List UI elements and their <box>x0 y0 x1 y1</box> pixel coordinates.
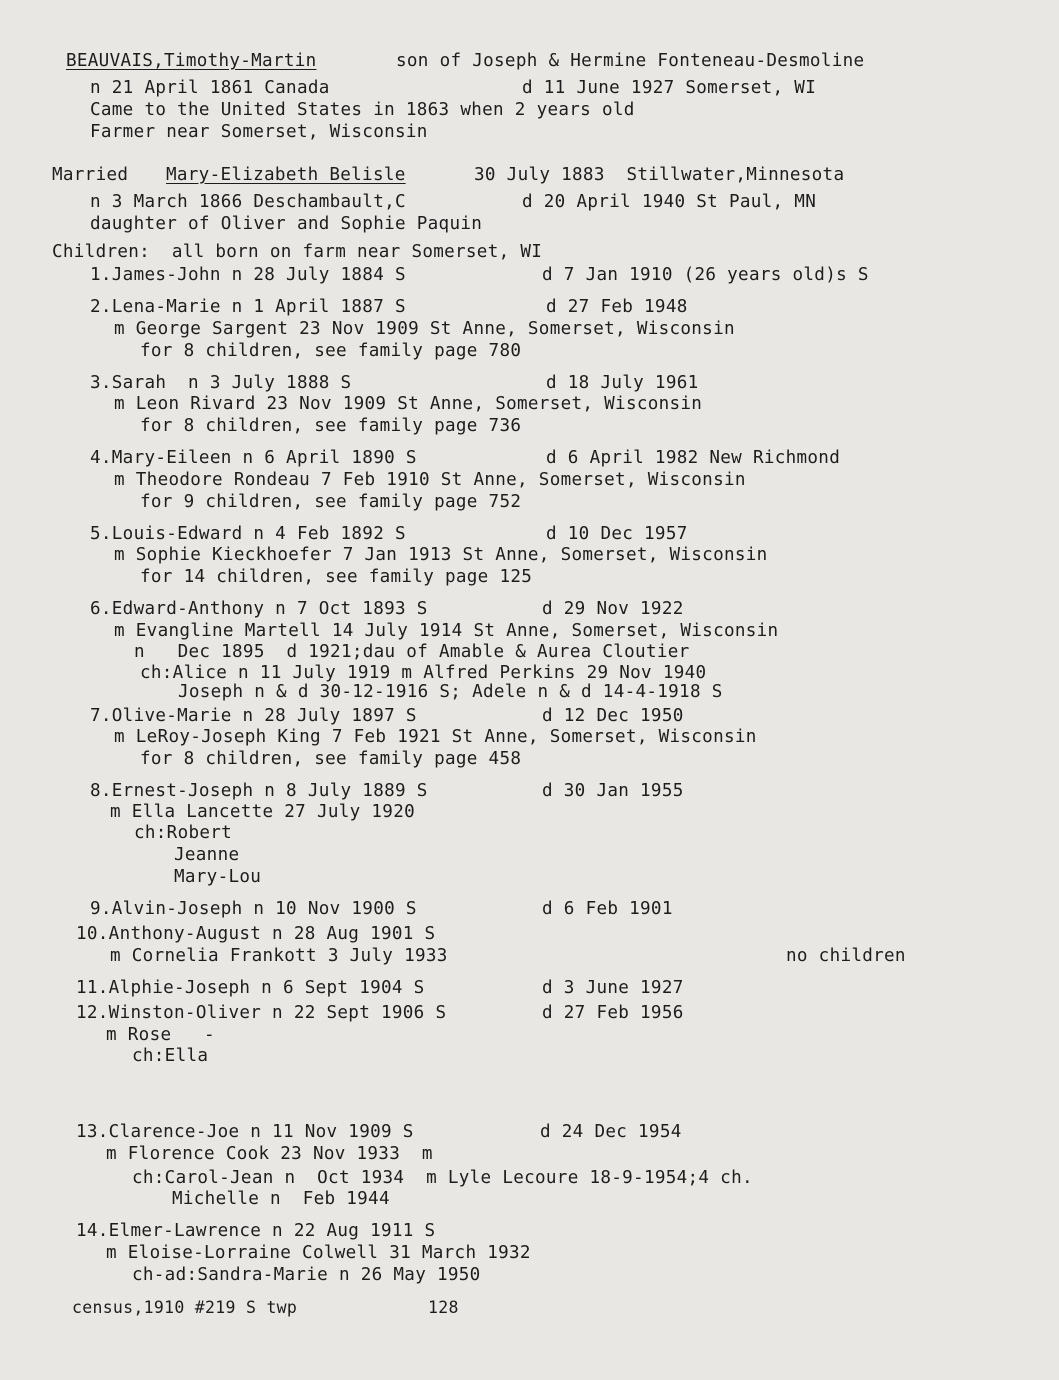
spouse-info: n Dec 1895 d 1921;dau of Amable & Aurea Cloutier <box>134 642 690 662</box>
children-heading: Children: all born on farm near Somerset, WI <box>52 242 543 262</box>
child-marriage: m Ella Lancette 27 July 1920 <box>110 802 415 822</box>
child-entry: 8.Ernest-Joseph n 8 July 1889 S <box>90 781 428 801</box>
grandchildren: Jeanne <box>174 845 240 865</box>
child-death: d 18 July 1961 <box>546 373 699 393</box>
child-marriage: m LeRoy-Joseph King 7 Feb 1921 St Anne, Somerset, Wisconsin <box>114 727 757 747</box>
subject-death: d 11 June 1927 Somerset, WI <box>522 78 817 98</box>
child-death: d 27 Feb 1948 <box>546 297 688 317</box>
subject-parents: son of Joseph & Hermine Fonteneau-Desmoline <box>396 51 865 71</box>
child-marriage: m Florence Cook 23 Nov 1933 m <box>106 1144 433 1164</box>
grandchildren: ch:Robert <box>134 823 233 843</box>
child-death: d 3 June 1927 <box>542 978 684 998</box>
marriage-details: 30 July 1883 Stillwater,Minnesota <box>474 165 845 185</box>
child-marriage: m Sophie Kieckhoefer 7 Jan 1913 St Anne, Somerset, Wisconsin <box>114 545 768 565</box>
child-marriage: m George Sargent 23 Nov 1909 St Anne, Somerset, Wisconsin <box>114 319 735 339</box>
grandchildren: ch:Ella <box>132 1046 209 1066</box>
grandchildren: ch-ad:Sandra-Marie n 26 May 1950 <box>132 1265 481 1285</box>
child-entry: 6.Edward-Anthony n 7 Oct 1893 S <box>90 599 428 619</box>
grandchildren: ch:Carol-Jean n Oct 1934 m Lyle Lecoure 18-9-1954;4 ch. <box>132 1168 753 1188</box>
child-note: no children <box>786 946 906 966</box>
child-family-page: for 8 children, see family page 458 <box>140 749 522 769</box>
subject-birth: n 21 April 1861 Canada <box>90 78 330 98</box>
child-entry: 13.Clarence-Joe n 11 Nov 1909 S <box>76 1122 414 1142</box>
child-marriage: m Cornelia Frankott 3 July 1933 <box>110 946 448 966</box>
child-marriage: m Rose - <box>106 1025 215 1045</box>
child-family-page: for 8 children, see family page 780 <box>140 341 522 361</box>
marriage-prefix: Married <box>52 165 129 185</box>
child-entry: 7.Olive-Marie n 28 July 1897 S <box>90 706 417 726</box>
census-reference: census,1910 #219 S twp <box>72 1298 298 1317</box>
child-death: d 27 Feb 1956 <box>542 1003 684 1023</box>
subject-occupation: Farmer near Somerset, Wisconsin <box>90 122 428 142</box>
spouse-name: Mary-Elizabeth Belisle <box>166 165 406 185</box>
subject-immigration: Came to the United States in 1863 when 2 years old <box>90 100 635 120</box>
page-number: 128 <box>428 1298 459 1317</box>
child-family-page: for 9 children, see family page 752 <box>140 492 522 512</box>
child-entry: 11.Alphie-Joseph n 6 Sept 1904 S <box>76 978 425 998</box>
child-entry: 12.Winston-Oliver n 22 Sept 1906 S <box>76 1003 447 1023</box>
child-entry: 4.Mary-Eileen n 6 April 1890 S <box>90 448 417 468</box>
child-marriage: m Theodore Rondeau 7 Feb 1910 St Anne, Somerset, Wisconsin <box>114 470 746 490</box>
child-death: d 29 Nov 1922 <box>542 599 684 619</box>
spouse-birth: n 3 March 1866 Deschambault,C <box>90 192 406 212</box>
subject-name: BEAUVAIS,Timothy-Martin <box>66 51 317 71</box>
grandchildren: Mary-Lou <box>174 867 262 887</box>
child-entry: 9.Alvin-Joseph n 10 Nov 1900 S <box>90 899 417 919</box>
child-entry: 1.James-John n 28 July 1884 S <box>90 265 406 285</box>
child-death: d 12 Dec 1950 <box>542 706 684 726</box>
child-death: d 7 Jan 1910 (26 years old)s S <box>542 265 869 285</box>
child-entry: 10.Anthony-August n 28 Aug 1901 S <box>76 924 436 944</box>
child-marriage: m Eloise-Lorraine Colwell 31 March 1932 <box>106 1243 531 1263</box>
child-family-page: for 8 children, see family page 736 <box>140 416 522 436</box>
child-death: d 6 Feb 1901 <box>542 899 673 919</box>
child-entry: 3.Sarah n 3 July 1888 S <box>90 373 352 393</box>
grandchildren: Michelle n Feb 1944 <box>172 1189 390 1209</box>
child-entry: 14.Elmer-Lawrence n 22 Aug 1911 S <box>76 1221 436 1241</box>
child-marriage: m Evangline Martell 14 July 1914 St Anne, Somerset, Wisconsin <box>114 621 779 641</box>
child-marriage: m Leon Rivard 23 Nov 1909 St Anne, Somerset, Wisconsin <box>114 394 703 414</box>
child-death: d 24 Dec 1954 <box>540 1122 682 1142</box>
child-death: d 30 Jan 1955 <box>542 781 684 801</box>
grandchildren: ch:Alice n 11 July 1919 m Alfred Perkins 29 Nov 1940 <box>140 663 707 683</box>
spouse-parents: daughter of Oliver and Sophie Paquin <box>90 214 483 234</box>
grandchildren: Joseph n & d 30-12-1916 S; Adele n & d 14-4-1918 S <box>178 682 723 702</box>
child-family-page: for 14 children, see family page 125 <box>140 567 533 587</box>
spouse-death: d 20 April 1940 St Paul, MN <box>522 192 817 212</box>
child-entry: 2.Lena-Marie n 1 April 1887 S <box>90 297 406 317</box>
child-death: d 10 Dec 1957 <box>546 524 688 544</box>
child-entry: 5.Louis-Edward n 4 Feb 1892 S <box>90 524 406 544</box>
child-death: d 6 April 1982 New Richmond <box>546 448 841 468</box>
